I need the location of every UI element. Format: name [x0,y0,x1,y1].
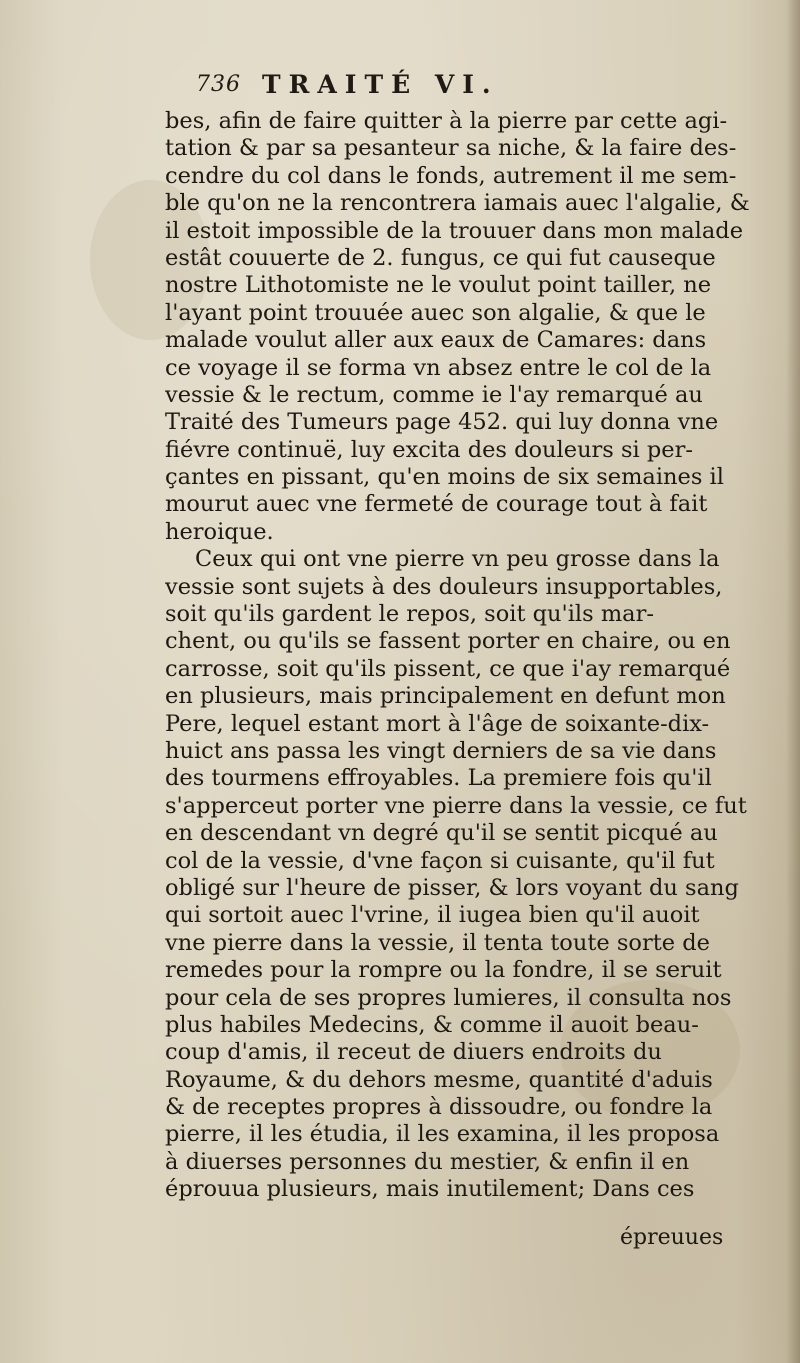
text-line: soit qu'ils gardent le repos, soit qu'ils mar- [165,601,654,628]
text-line: col de la vessie, d'vne façon si cuisante, qu'il fut [165,847,715,874]
text-line: chent, ou qu'ils se fassent porter en chaire, ou en [165,628,731,655]
text-line: qui sortoit auec l'vrine, il iugea bien qu'il auoit [165,902,700,929]
running-head [196,70,756,106]
text-line: pour cela de ses propres lumieres, il consulta nos [165,984,732,1011]
text-line: carrosse, soit qu'ils pissent, ce que i'ay remarqué [165,655,731,682]
text-line: Royaume, & du dehors mesme, quantité d'aduis [165,1066,713,1093]
text-line: vessie & le rectum, comme ie l'ay remarqué au [165,381,703,408]
text-line: l'ayant point trouuée auec son algalie, & que le [165,299,706,326]
text-line: coup d'amis, il receut de diuers endroits du [165,1039,662,1066]
text-line: & de receptes propres à dissoudre, ou fondre la [165,1094,713,1121]
text-line: malade voulut aller aux eaux de Camares: dans [165,327,707,354]
text-line: çantes en pissant, qu'en moins de six semaines il [165,464,724,491]
chapter-title: TRAITÉ VI. [262,70,499,99]
text-line: nostre Lithotomiste ne le voulut point tailler, ne [165,272,712,299]
text-line: obligé sur l'heure de pisser, & lors voyant du sang [165,874,739,901]
text-line: ce voyage il se forma vn absez entre le col de la [165,354,712,381]
text-line: en descendant vn degré qu'il se sentit picqué au [165,820,718,847]
text-line: des tourmens effroyables. La premiere fois qu'il [165,765,712,792]
text-line: cendre du col dans le fonds, autrement il me sem- [165,162,737,189]
text-line: heroique. [165,518,274,545]
text-line: Traité des Tumeurs page 452. qui luy donna vne [165,409,719,436]
text-line: huict ans passa les vingt derniers de sa vie dans [165,737,717,764]
text-line: pierre, il les étudia, il les examina, il les proposa [165,1121,720,1148]
text-line: fiévre continuë, luy excita des douleurs si per- [165,436,693,463]
text-line: éprouua plusieurs, mais inutilement; Dans ces [165,1176,695,1203]
text-line: tation & par sa pesanteur sa niche, & la faire des- [165,135,737,162]
text-line: vessie sont sujets à des douleurs insupportables, [165,573,723,600]
text-line: il estoit impossible de la trouuer dans mon malade [165,217,744,244]
text-line: Pere, lequel estant mort à l'âge de soixante-dix- [165,710,710,737]
text-line: à diuerses personnes du mestier, & enfin il en [165,1148,690,1175]
text-line: estât couuerte de 2. fungus, ce qui fut causeque [165,244,716,271]
body-text [165,108,765,1204]
text-line: en plusieurs, mais principalement en defunt mon [165,683,726,710]
text-line: vne pierre dans la vessie, il tenta toute sorte de [165,929,710,956]
text-line: ble qu'on ne la rencontrera iamais auec l'algalie, & [165,190,750,217]
page-number: 736 [196,72,241,97]
paragraph-start-line: Ceux qui ont vne pierre vn peu grosse dans la [195,546,720,573]
text-line: bes, afin de faire quitter à la pierre par cette agi- [165,108,728,134]
text-line: remedes pour la rompre ou la fondre, il se seruit [165,957,722,984]
text-line: s'apperceut porter vne pierre dans la vessie, ce fut [165,792,747,819]
text-line: mourut auec vne fermeté de courage tout à fait [165,491,708,518]
text-line: plus habiles Medecins, & comme il auoit beau- [165,1011,699,1038]
page-edge-shadow [786,0,800,1363]
catchword: épreuues [620,1225,724,1250]
